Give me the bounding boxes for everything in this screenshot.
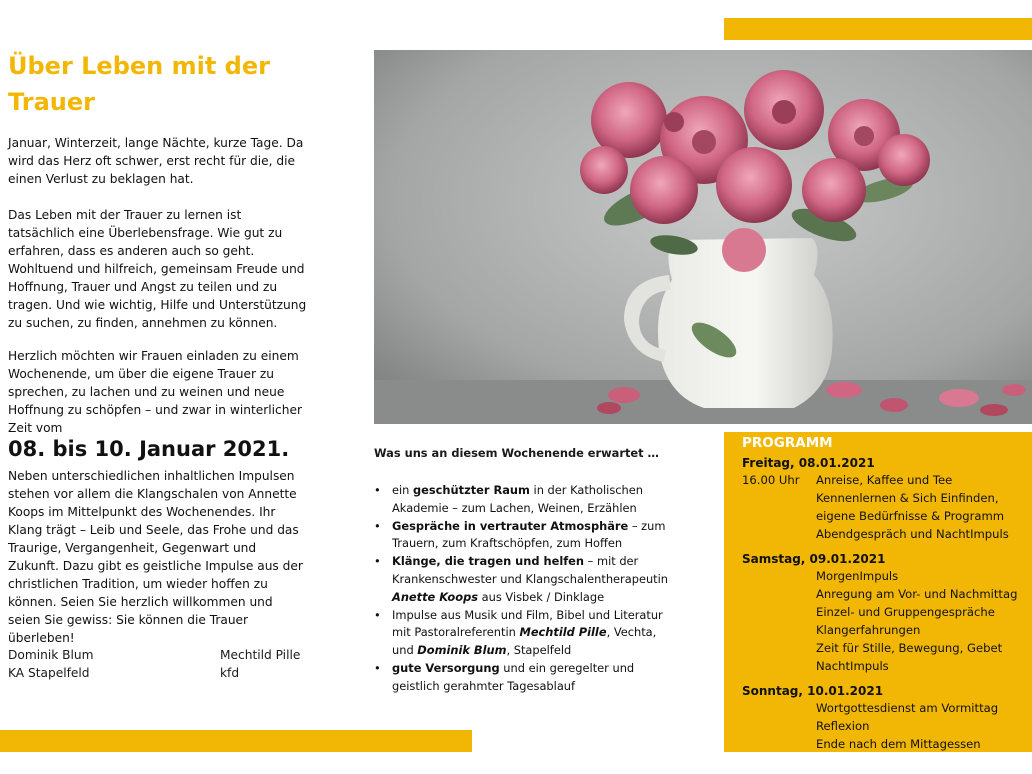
body-paragraph-4: Neben unterschiedlichen inhaltlichen Impulsen stehen vor allem die Klangschalen von Annette Koops im Mittelpunkt des Wochenendes. Ihr Klang trägt – Leib und Seele, das Frohe und das Traurige, Vergangenheit, Gegenwart und Zukunft. Dazu gibt es geistliche Impulse aus der christlichen Tradition, um wieder hoffen zu können. Seien Sie herzlich willkommen und seien Sie gewiss: Sie können die Trauer überleben!: [8, 469, 303, 645]
event-date: 08. bis 10. Januar 2021.: [8, 437, 290, 461]
body-paragraph-2: Das Leben mit der Trauer zu lernen ist tatsächlich eine Überlebensfrage. Wie gut zu erfahren, dass es anderen auch so geht. Wohltuend und hilfreich, gemeinsam Freude und Hoffnung, Trauer und Angst zu teilen und zu tragen. Und wie wichtig, Hilfe und Unterstützung zu suchen, zu finden, annehmen zu können.: [8, 208, 307, 330]
roses-photo: [374, 50, 1032, 424]
bullet-icon: •: [374, 483, 381, 497]
saturday-item: MorgenImpuls: [816, 569, 899, 583]
sunday-item: Reflexion: [816, 719, 870, 733]
bullet-icon: •: [374, 518, 381, 533]
bullet-icon: •: [374, 660, 381, 675]
page-title: Über Leben mit der Trauer: [8, 52, 270, 116]
signature-mechtild: [220, 646, 300, 682]
signature-dominik: [8, 646, 94, 682]
saturday-item: Anregung am Vor- und Nachmittag: [816, 587, 1018, 601]
decorative-bar-top: [724, 18, 1032, 40]
decorative-bar-bottom: [0, 730, 472, 752]
intro-paragraph: Januar, Winterzeit, lange Nächte, kurze Tage. Da wird das Herz oft schwer, erst recht für die, die einen Verlust zu beklagen hat.: [8, 136, 304, 186]
saturday-item: Einzel- und Gruppengespräche: [816, 605, 995, 619]
friday-item: Abendgespräch und NachtImpuls: [816, 527, 1009, 541]
signature-name: Dominik Blum: [8, 648, 94, 662]
friday-heading: Freitag, 08.01.2021: [742, 456, 875, 470]
signature-org: kfd: [220, 666, 240, 680]
saturday-item: NachtImpuls: [816, 659, 889, 673]
list-item: • ein geschützter Raum in der Katholischen Akademie – zum Lachen, Weinen, Erzählen: [374, 483, 643, 515]
expect-list: [374, 482, 674, 696]
signature-org: KA Stapelfeld: [8, 666, 90, 680]
sunday-item: Wortgottesdienst am Vormittag: [816, 701, 999, 715]
sunday-item: Ende nach dem Mittagessen: [816, 737, 981, 751]
list-item: • Impulse aus Musik und Film, Bibel und Literatur mit Pastoralreferentin Mechtild Pille, Vechta, und Dominik Blum, Stapelfeld: [374, 607, 663, 658]
friday-item: Anreise, Kaffee und Tee: [816, 473, 953, 487]
programm-title: PROGRAMM: [742, 435, 833, 451]
bullet-icon: •: [374, 554, 381, 569]
list-item: • gute Versorgung und ein geregelter und geistlich gerahmter Tagesablauf: [374, 660, 635, 693]
bullet-icon: •: [374, 607, 381, 622]
sunday-heading: Sonntag, 10.01.2021: [742, 684, 884, 698]
friday-time: 16.00 Uhr: [742, 473, 800, 487]
expect-heading: Was uns an diesem Wochenende erwartet …: [374, 446, 659, 460]
invitation-paragraph: Herzlich möchten wir Frauen einladen zu einem Wochenende, um über die eigene Trauer zu sprechen, zu lachen und zu weinen und neue Hoffnung zu schöpfen – und zwar in winterlicher Zeit vom: [8, 349, 302, 435]
friday-item: Kennenlernen & Sich Einfinden, eigene Bedürfnisse & Programm: [816, 491, 1005, 523]
signature-name: Mechtild Pille: [220, 648, 301, 662]
list-item: • Klänge, die tragen und helfen – mit der Krankenschwester und Klangschalentherapeutin Anette Koops aus Visbek / Dinklage: [374, 554, 669, 604]
saturday-item: Klangerfahrungen: [816, 623, 921, 637]
saturday-heading: Samstag, 09.01.2021: [742, 552, 886, 566]
saturday-item: Zeit für Stille, Bewegung, Gebet: [816, 641, 1003, 655]
list-item: • Gespräche in vertrauter Atmosphäre – zum Trauern, zum Kraftschöpfen, zum Hoffen: [374, 518, 666, 551]
roses-illustration: [374, 50, 1032, 424]
